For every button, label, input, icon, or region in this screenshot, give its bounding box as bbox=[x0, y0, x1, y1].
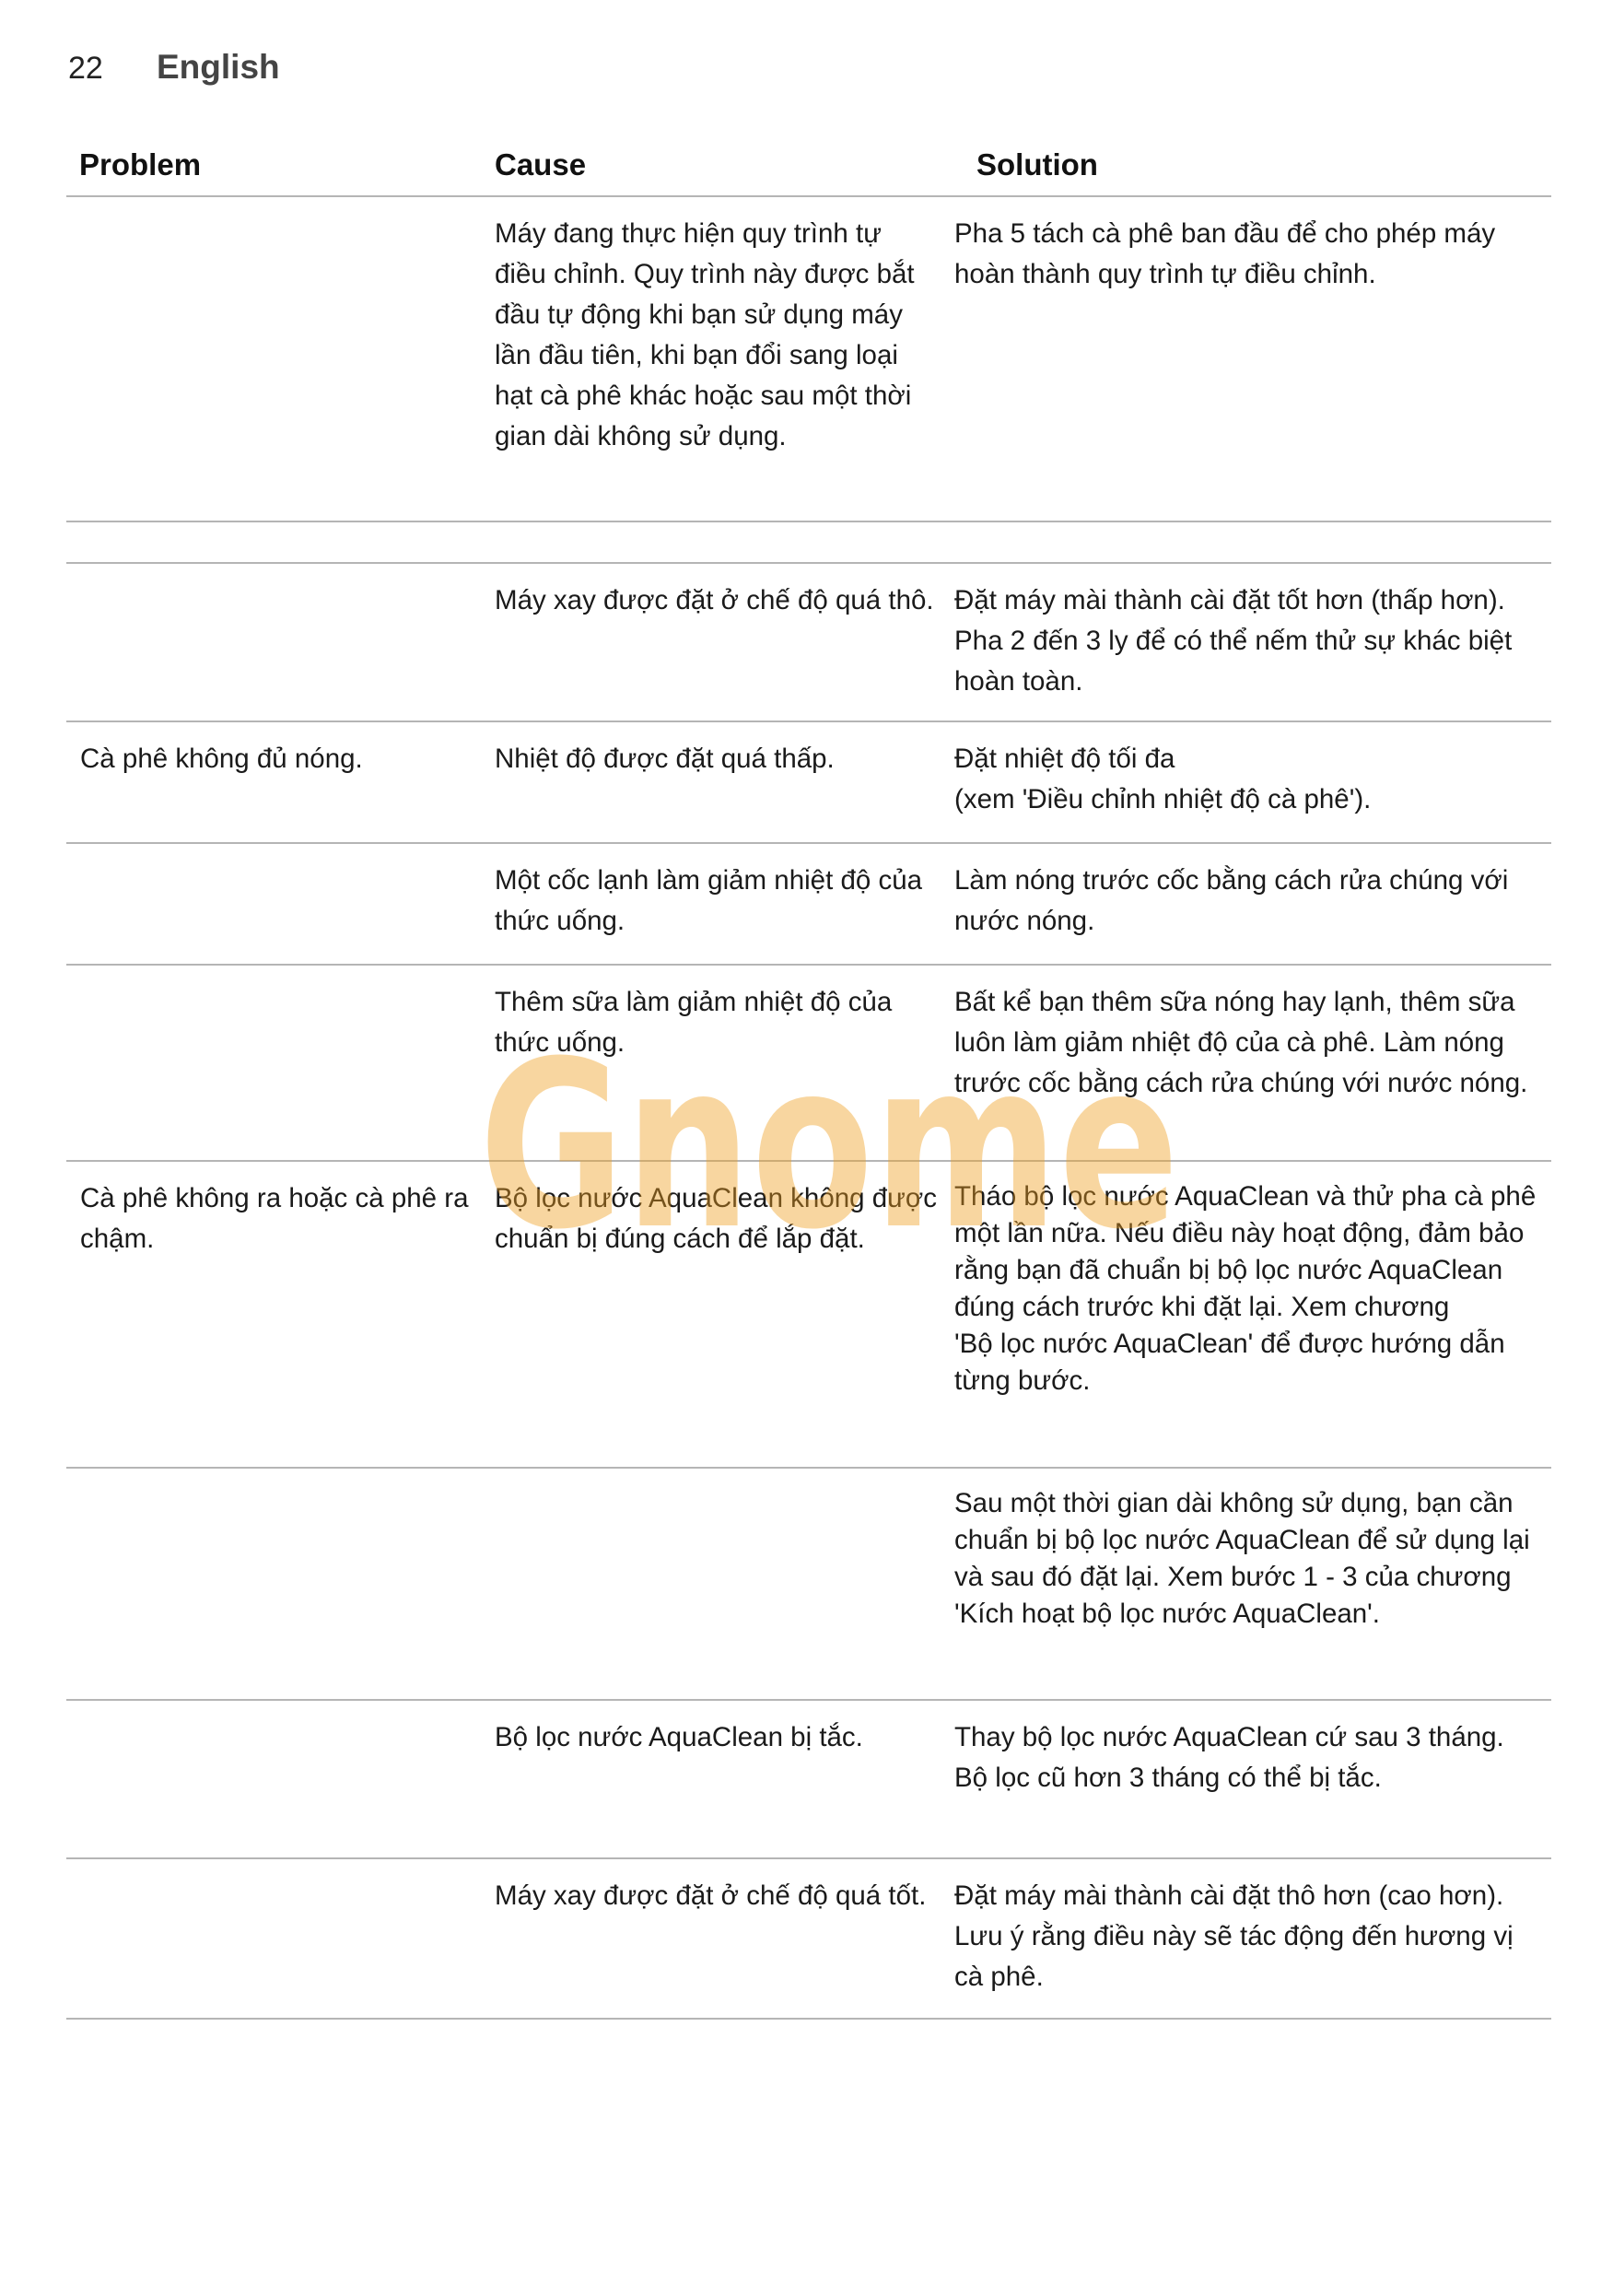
table-row bbox=[66, 844, 1551, 966]
problem-cell bbox=[66, 564, 481, 720]
solution-cell: Làm nóng trước cốc bằng cách rửa chúng với nước nóng. bbox=[954, 865, 1509, 936]
table-row bbox=[66, 1859, 1551, 2020]
table-row bbox=[66, 564, 1551, 722]
table-row bbox=[66, 522, 1551, 564]
solution-cell: Bất kể bạn thêm sữa nóng hay lạnh, thêm sữa luôn làm giảm nhiệt độ của cà phê. Làm nóng trước cốc bằng cách rửa chúng với nước nóng. bbox=[954, 987, 1528, 1098]
problem-cell bbox=[66, 1469, 481, 1699]
cause-cell: Bộ lọc nước AquaClean bị tắc. bbox=[495, 1722, 863, 1752]
solution-cell bbox=[941, 1469, 1551, 1699]
table-row bbox=[66, 1701, 1551, 1859]
problem-cell: Cà phê không ra hoặc cà phê ra chậm. bbox=[80, 1183, 469, 1254]
problem-cell bbox=[66, 1859, 481, 2018]
problem-cell bbox=[66, 197, 481, 521]
cause-cell: Bộ lọc nước AquaClean không được chuẩn bị đúng cách để lắp đặt. bbox=[495, 1183, 937, 1254]
problem-cell bbox=[66, 522, 481, 562]
page-number: 22 bbox=[68, 51, 103, 86]
cause-cell: Máy đang thực hiện quy trình tự điều chỉnh. Quy trình này được bắt đầu tự động khi bạn sử dụng máy lần đầu tiên, khi bạn đổi sang loại hạt cà phê khác hoặc sau một thời gian dài không sử dụng. bbox=[495, 218, 915, 451]
column-header-problem: Problem bbox=[79, 147, 202, 182]
problem-cell bbox=[66, 844, 481, 964]
cause-cell: Thêm sữa làm giảm nhiệt độ của thức uống. bbox=[495, 987, 893, 1058]
cause-cell: Một cốc lạnh làm giảm nhiệt độ của thức uống. bbox=[495, 865, 923, 936]
solution-line: (xem 'Điều chỉnh nhiệt độ cà phê'). bbox=[954, 784, 1372, 814]
table-row bbox=[66, 1162, 1551, 1469]
solution-cell: Đặt máy mài thành cài đặt tốt hơn (thấp hơn). Pha 2 đến 3 ly để có thể nếm thử sự khác biệt hoàn toàn. bbox=[954, 585, 1513, 697]
problem-cell: Cà phê không đủ nóng. bbox=[80, 744, 363, 774]
watermark-text: Gnome bbox=[479, 1013, 1179, 1271]
solution-line: Đặt nhiệt độ tối đa bbox=[954, 744, 1175, 774]
column-header-cause: Cause bbox=[495, 147, 587, 182]
solution-line: Tháo bộ lọc nước AquaClean và thử pha cà phê một lần nữa. Nếu điều này hoạt động, đảm bảo rằng bạn đã chuẩn bị bộ lọc nước AquaClean đúng cách trước khi đặt lại. Xem chương bbox=[954, 1181, 1537, 1322]
solution-cell: Pha 5 tách cà phê ban đầu để cho phép máy hoàn thành quy trình tự điều chỉnh. bbox=[954, 218, 1496, 289]
troubleshooting-table bbox=[66, 138, 1551, 2020]
solution-line: 'Kích hoạt bộ lọc nước AquaClean'. bbox=[954, 1599, 1381, 1629]
table-row bbox=[66, 1469, 1551, 1701]
table-header bbox=[66, 138, 1551, 197]
problem-cell bbox=[66, 966, 481, 1160]
column-header-solution: Solution bbox=[976, 147, 1098, 182]
cause-cell: Máy xay được đặt ở chế độ quá tốt. bbox=[495, 1880, 927, 1911]
problem-cell bbox=[66, 1701, 481, 1857]
cause-cell bbox=[481, 1469, 941, 1699]
table-row bbox=[66, 722, 1551, 844]
solution-cell: Thay bộ lọc nước AquaClean cứ sau 3 tháng. Bộ lọc cũ hơn 3 tháng có thể bị tắc. bbox=[954, 1722, 1504, 1793]
cause-cell bbox=[481, 522, 941, 562]
table-row bbox=[66, 966, 1551, 1162]
cause-cell: Máy xay được đặt ở chế độ quá thô. bbox=[495, 585, 934, 615]
section-language: English bbox=[157, 48, 280, 86]
cause-cell: Nhiệt độ được đặt quá thấp. bbox=[495, 744, 835, 774]
solution-cell bbox=[941, 522, 1551, 562]
table-row bbox=[66, 197, 1551, 522]
solution-cell bbox=[941, 1162, 1551, 1467]
solution-line: Sau một thời gian dài không sử dụng, bạn cần chuẩn bị bộ lọc nước AquaClean để sử dụng lại và sau đó đặt lại. Xem bước 1 - 3 của chương bbox=[954, 1488, 1530, 1592]
solution-cell bbox=[941, 722, 1551, 842]
solution-cell: Đặt máy mài thành cài đặt thô hơn (cao hơn). Lưu ý rằng điều này sẽ tác động đến hương vị cà phê. bbox=[954, 1880, 1514, 1992]
solution-line: 'Bộ lọc nước AquaClean' để được hướng dẫn từng bước. bbox=[954, 1329, 1505, 1396]
page-header bbox=[68, 48, 280, 94]
